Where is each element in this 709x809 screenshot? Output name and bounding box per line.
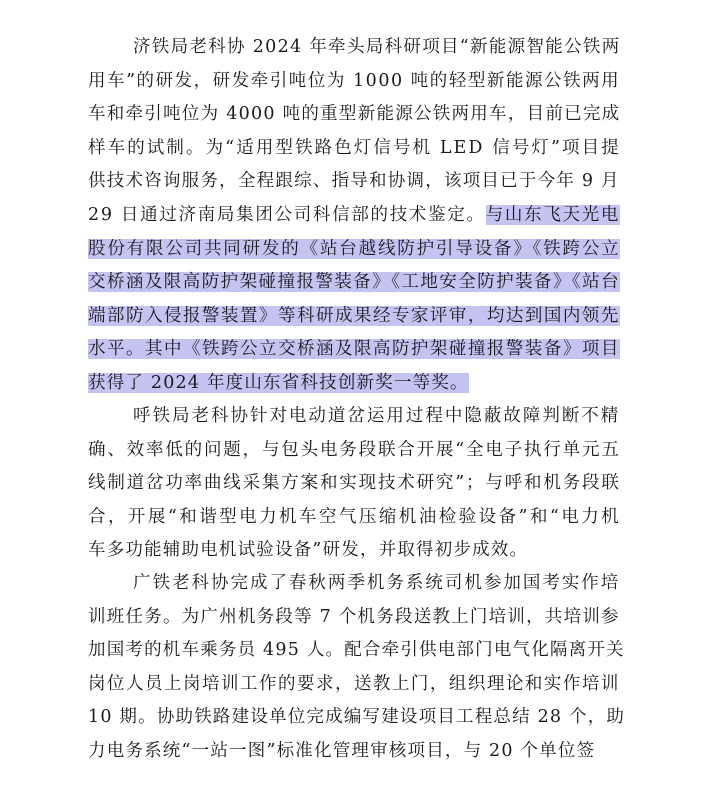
text-line	[88, 633, 625, 667]
text-line	[133, 399, 620, 433]
text-line	[88, 466, 621, 500]
text-line	[88, 97, 620, 131]
text-line	[88, 500, 621, 534]
text-line	[133, 566, 620, 600]
text-segment: 济铁局老科协 2024 年牵头局科研项目“新能源智能公铁两	[133, 37, 621, 57]
text-line	[88, 131, 621, 165]
text-line	[133, 30, 621, 64]
text-line	[88, 533, 528, 567]
text-segment: 呼铁局老科协针对电动道岔运用过程中隐蔽故障判断不精	[133, 406, 621, 426]
highlighted-text: 交桥涵及限高防护架碰撞报警装备》《工地安全防护装备》《站台	[88, 272, 621, 292]
text-line	[88, 232, 620, 266]
text-line	[88, 198, 620, 232]
text-segment: 加国考的机车乘务员 495 人。配合牵引供电部门电气化隔离开关	[88, 640, 625, 660]
highlighted-text: 股份有限公司共同研发的《站台越线防护引导设备》《铁跨公立	[88, 239, 621, 259]
text-segment: 29 日通过济南局集团公司科信部的技术鉴定。	[88, 205, 486, 225]
text-segment: 用车”的研发，研发牵引吨位为 1000 吨的轻型新能源公铁两用	[88, 71, 621, 91]
text-segment: 车多功能辅助电机试验设备”研发，并取得初步成效。	[88, 540, 529, 560]
text-line	[88, 734, 595, 768]
text-segment: 线制道岔功率曲线采集方案和实现技术研究”；与呼和机务段联	[88, 473, 621, 493]
text-line	[88, 366, 469, 400]
text-segment: 训班任务。为广州机务段等 7 个机务段送教上门培训，共培训参	[88, 607, 620, 627]
text-line	[88, 332, 620, 366]
text-segment: 10 期。协助铁路建设单位完成编写建设项目工程总结 28 个，助	[88, 707, 626, 727]
text-segment: 确、效率低的问题，与包头电务段联合开展“全电子执行单元五	[88, 440, 621, 460]
highlighted-text: 端部防入侵报警装置》等科研成果经专家评审，均达到国内领先	[88, 306, 620, 326]
text-segment: 岗位人员上岗培训工作的要求，送教上门，组织理论和实作培训	[88, 674, 620, 694]
text-line	[88, 164, 620, 198]
highlighted-text: 获得了 2024 年度山东省科技创新奖一等奖。	[88, 373, 469, 393]
text-segment: 样车的试制。为“适用型铁路色灯信号机 LED 信号灯”项目提	[88, 138, 621, 158]
text-segment: 车和牵引吨位为 4000 吨的重型新能源公铁两用车，目前已完成	[88, 104, 621, 124]
text-segment: 力电务系统“一站一图”标准化管理审核项目，与 20 个单位签	[88, 741, 596, 761]
text-line	[88, 64, 620, 98]
text-line	[88, 299, 620, 333]
text-line	[88, 600, 620, 634]
text-line	[88, 667, 620, 701]
highlighted-text: 水平。其中《铁跨公立交桥涵及限高防护架碰撞报警装备》项目	[88, 339, 620, 359]
text-segment: 广铁老科协完成了春秋两季机务系统司机参加国考实作培	[133, 573, 621, 593]
highlighted-text: 与山东飞天光电	[485, 205, 621, 225]
text-segment: 合，开展“和谐型电力机车空气压缩机油检验设备”和“电力机	[88, 507, 622, 527]
text-line	[88, 265, 620, 299]
text-segment: 供技术咨询服务，全程跟综、指导和协调，该项目已于今年 9 月	[88, 171, 620, 191]
text-line	[88, 433, 621, 467]
text-line	[88, 700, 625, 734]
